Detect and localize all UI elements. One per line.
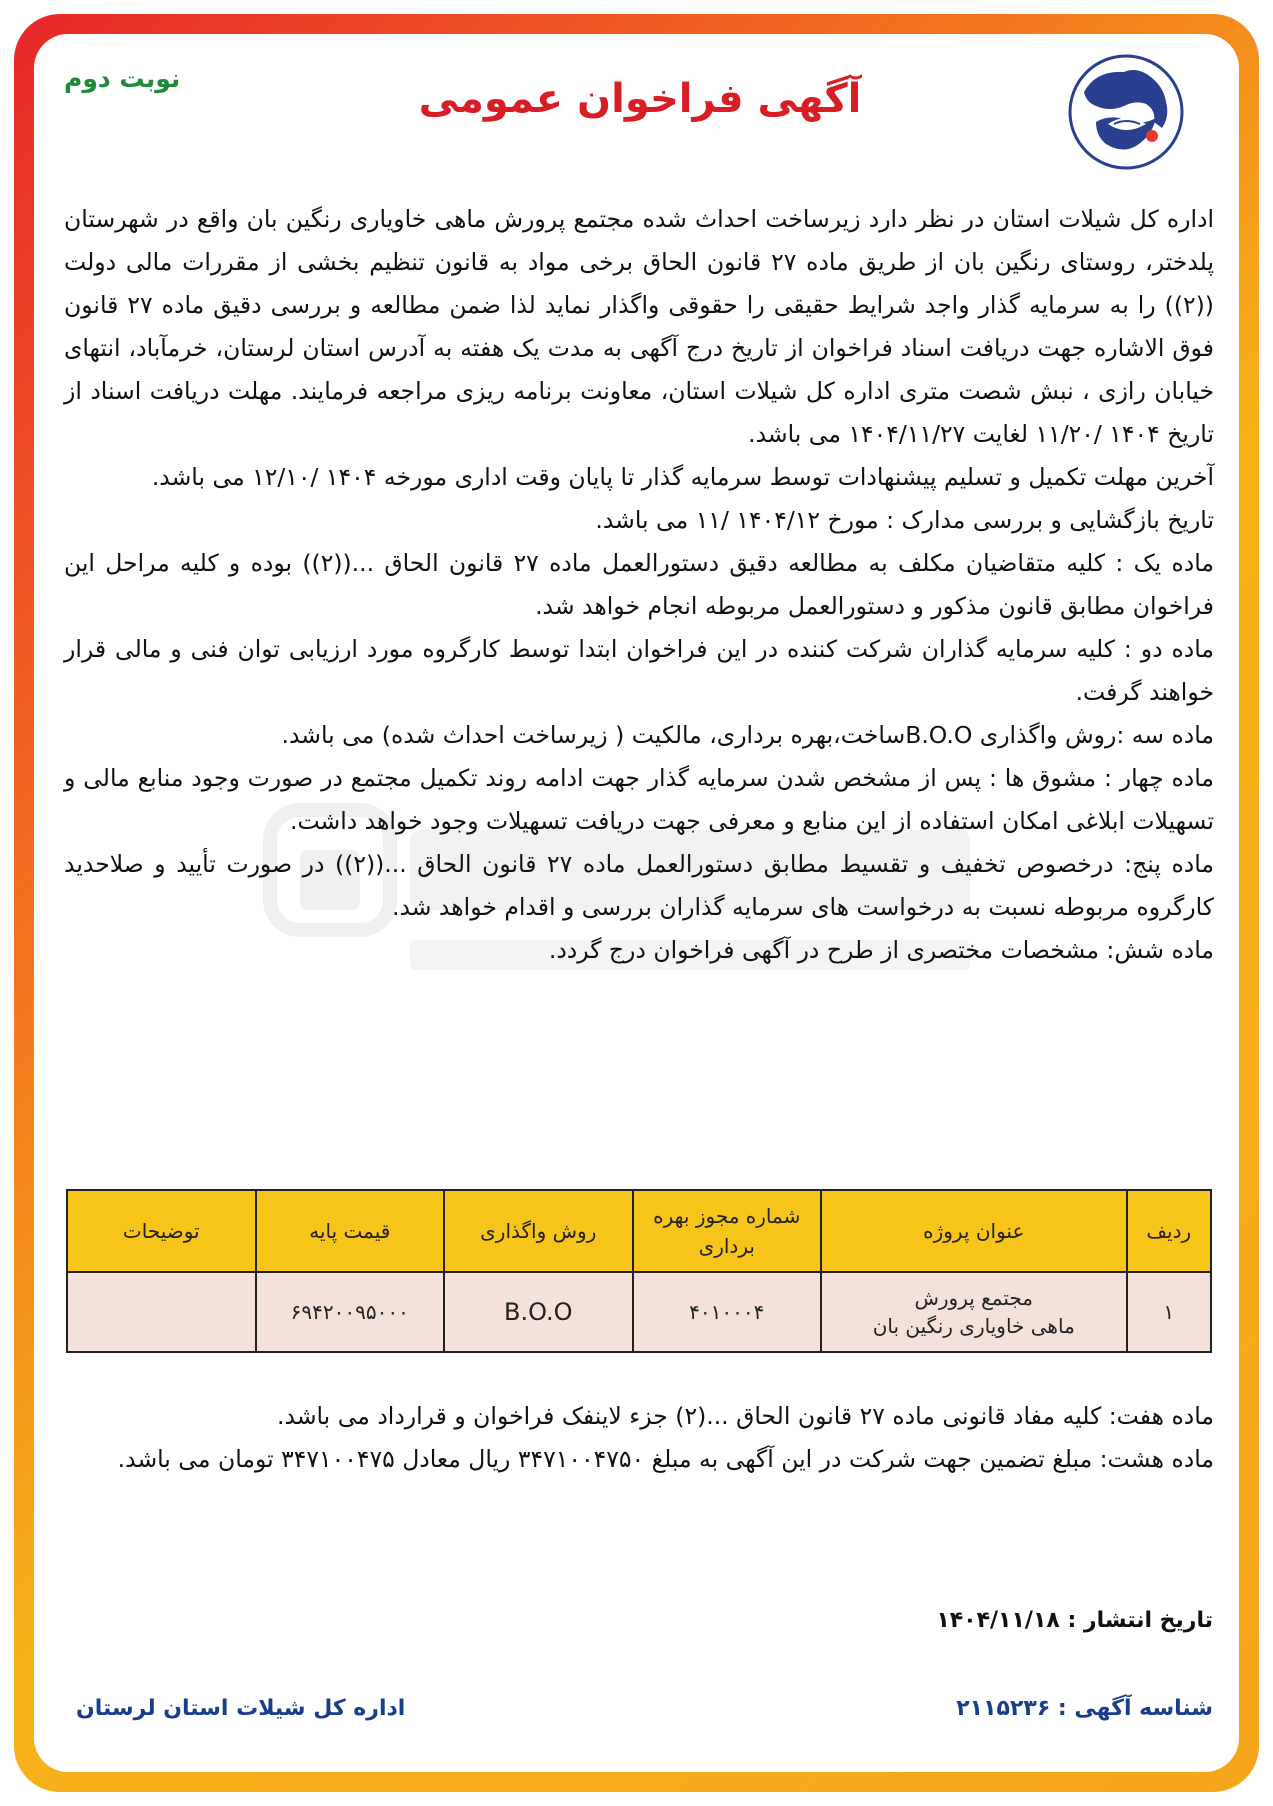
paragraph-article-2: ماده دو : کلیه سرمایه گذاران شرکت کننده در این فراخوان ابتدا توسط کارگروه مورد ارزیابی توان فنی و مالی قرار خواهند گرفت. xyxy=(64,635,1214,706)
paragraph-article-5: ماده پنج: درخصوص تخفیف و تقسیط مطابق دستورالعمل ماده ۲۷ قانون الحاق ...((۲)) در صورت تأیید و صلاحدید کارگروه مربوطه نسبت به درخواست های سرمایه گذاران بررسی و اقدام خواهد شد. xyxy=(64,850,1215,921)
paragraph-article-8: ماده هشت: مبلغ تضمین جهت شرکت در این آگهی به مبلغ ۳۴۷۱۰۰۴۷۵۰ ریال معادل ۳۴۷۱۰۰۴۷۵ تومان می باشد. xyxy=(117,1445,1214,1473)
header-permit-number: شماره مجوز بهره برداری xyxy=(633,1190,822,1272)
cell-project-title xyxy=(821,1272,1126,1352)
header-method: روش واگذاری xyxy=(444,1190,633,1272)
paragraph-article-3: ماده سه :روش واگذاری B.O.Oساخت،بهره برداری، مالکیت ( زیرساخت احداث شده) می باشد. xyxy=(281,721,1214,749)
project-table xyxy=(66,1189,1212,1353)
header-project-title: عنوان پروژه xyxy=(821,1190,1126,1272)
publication-date: تاریخ انتشار : ۱۴۰۴/۱۱/۱۸ xyxy=(936,1608,1213,1633)
notice-tail xyxy=(64,1395,1214,1481)
round-badge: نوبت دوم xyxy=(64,64,181,93)
paragraph-article-7: ماده هفت: کلیه مفاد قانونی ماده ۲۷ قانون الحاق ...(۲) جزء لاینفک فراخوان و قرارداد می باشد. xyxy=(277,1402,1214,1430)
cell-base-price: ۶۹۴۲۰۰۹۵۰۰۰ xyxy=(256,1272,445,1352)
cell-method: B.O.O xyxy=(444,1272,633,1352)
notice-body xyxy=(64,198,1214,972)
paragraph-intro: اداره کل شیلات استان در نظر دارد زیرساخت احداث شده مجتمع پرورش ماهی خاویاری رنگین بان واقع در شهرستان پلدختر، روستای رنگین بان از طریق ماده ۲۷ قانون الحاق برخی مواد به قانون تنظیم بخشی از مقررات مالی دولت ((۲)) را به سرمایه گذار واجد شرایط حقیقی را حقوقی واگذار نماید لذا ضمن مطالعه و بررسی دقیق ماده ۲۷ قانون فوق الاشاره جهت دریافت اسناد فراخوان از تاریخ درج آگهی به مدت یک هفته به آدرس استان لرستان، خرمآباد، انتهای خیابان رازی ، نبش شصت متری اداره کل شیلات استان، معاونت برنامه ریزی مراجعه فرمایند. مهلت دریافت اسناد از تاریخ ۱۴۰۴ /۱۱/۲۰ لغایت ۱۴۰۴/۱۱/۲۷ می باشد. xyxy=(64,205,1214,448)
cell-notes xyxy=(67,1272,256,1352)
notice-id: شناسه آگهی : ۲۱۱۵۲۳۶ xyxy=(956,1696,1213,1721)
paragraph-deadline: آخرین مهلت تکمیل و تسلیم پیشنهادات توسط سرمایه گذار تا پایان وقت اداری مورخه ۱۴۰۴ /۱۲/۱۰ می باشد. xyxy=(151,463,1214,491)
paragraph-article-1: ماده یک : کلیه متقاضیان مکلف به مطالعه دقیق دستورالعمل ماده ۲۷ قانون الحاق ...((۲)) بوده و کلیه مراحل این فراخوان مطابق قانون مذکور و دستورالعمل مربوطه انجام خواهد شد. xyxy=(64,549,1214,620)
header-index: ردیف xyxy=(1127,1190,1212,1272)
header-base-price: قیمت پایه xyxy=(256,1190,445,1272)
table-header-row xyxy=(67,1190,1211,1272)
paragraph-article-4: ماده چهار : مشوق ها : پس از مشخص شدن سرمایه گذار جهت ادامه روند تکمیل مجتمع در صورت وجود منابع مالی و تسهیلات ابلاغی امکان استفاده از این منابع و معرفی جهت دریافت تسهیلات وجود خواهد داشت. xyxy=(64,764,1214,835)
header-notes: توضیحات xyxy=(67,1190,256,1272)
organization-name: اداره کل شیلات استان لرستان xyxy=(76,1696,406,1721)
project-title-line-1: مجتمع پرورش xyxy=(914,1286,1034,1310)
page-title: آگهی فراخوان عمومی xyxy=(418,76,862,122)
cell-index: ۱ xyxy=(1127,1272,1212,1352)
fisheries-logo-icon xyxy=(1066,52,1186,172)
table-row xyxy=(67,1272,1211,1352)
cell-permit-number: ۴۰۱۰۰۰۴ xyxy=(633,1272,822,1352)
paragraph-opening-date: تاریخ بازگشایی و بررسی مدارک : مورخ ۱۴۰۴/۱۲ /۱۱ می باشد. xyxy=(595,506,1214,534)
project-title-line-2: ماهی خاویاری رنگین بان xyxy=(872,1314,1075,1338)
paragraph-article-6: ماده شش: مشخصات مختصری از طرح در آگهی فراخوان درج گردد. xyxy=(548,936,1214,964)
